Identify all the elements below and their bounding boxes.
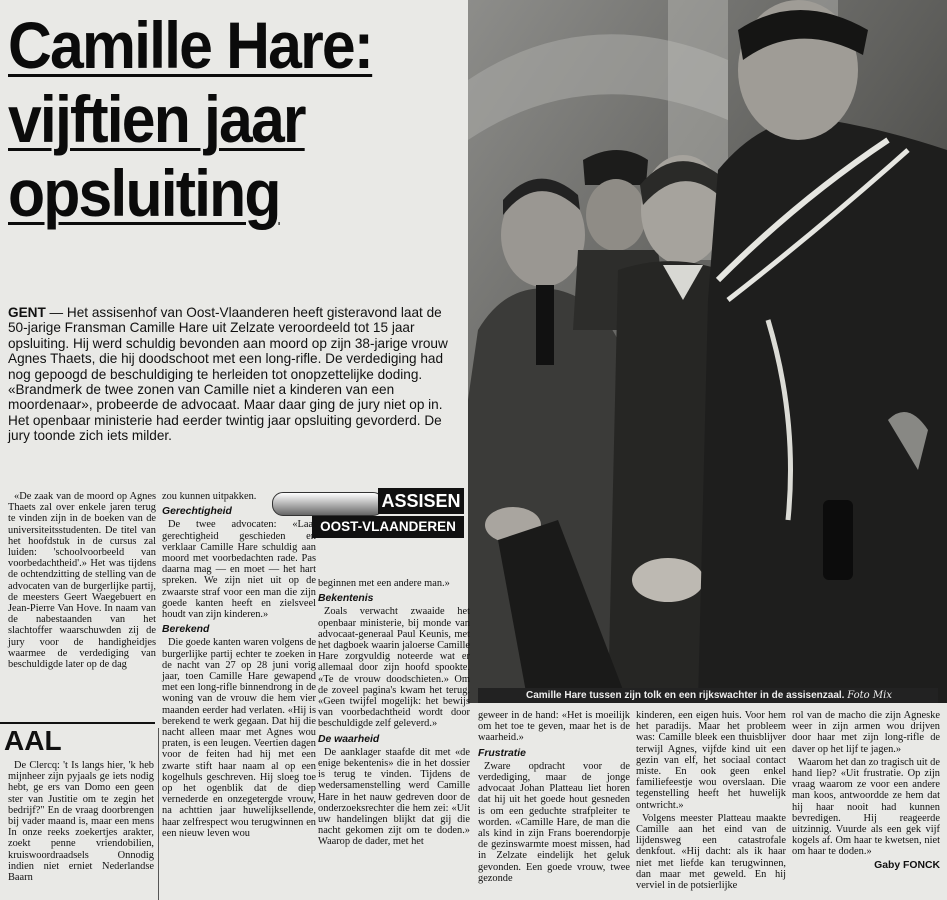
headline-line-3: opsluiting — [8, 156, 280, 230]
article-divider — [0, 722, 155, 724]
photo-illustration — [468, 0, 947, 703]
column-6-p1: rol van de macho die zijn Agneske weer in zijn armen wou drijven door haar met zijn long-rifle de daver op het lijf te jagen.» — [792, 710, 940, 755]
body-column-2 — [162, 491, 316, 841]
column-2-p2: Die goede kanten waren volgens de burgerlijke partij echter te zoeken in de nacht van 27 op 28 juni vorig jaar, toen Camille Hare gewapend met een long-rifle binnendrong in de woning van de vrouw die hem vier maanden eerder had verlaten. «Hij is berekend te werk gegaan. Dat hij die nacht alleen maar met Agnes wou praten, is een leugen. Veertien dagen voor de feiten had hij met een zwarte stift haar naam al op een kogelhuls geschreven. Hij sloeg toe op het ogenblik dat de diep vernederde en onzegetergde vrouw, na achttien jaar huwelijksellende, haar zelfrespect wou terugwinnen en een nieuw leven wou — [162, 637, 317, 839]
column-2-p1: De twee advocaten: «Laat gerechtigheid geschieden en verklaar Camille Hare schuldig aan moord met voorbedachten rade. Pas daarna mag — en moet — het hart spreken. We zijn niet uit op de zwaarste straf voor een man die zijn goede kanten heeft en zielsveel houdt van zijn kinderen.» — [162, 519, 316, 621]
dateline: GENT — [8, 305, 46, 320]
body-column-4 — [478, 710, 630, 886]
column-4-p2: Zware opdracht voor de verdediging, maar de jonge advocaat Johan Platteau liet horen dat hij uit het goede hout gesneden is om een geduchte strafpleiter te worden. «Camille Hare, de man die als kind in zijn Frans boerendorpje de gezinswarmte moest missen, had in Zelzate eindelijk het geluk gevonden. Een goede vrouw, twee gezonde — [478, 760, 630, 884]
author-signature: Gaby FONCK — [874, 859, 940, 871]
lead-p1-text: — Het assisenhof van Oost-Vlaanderen heeft gisteravond laat de 50-jarige Fransman Camille Hare uit Zelzate veroordeeld tot 15 jaar opsluiting. Hij werd schuldig bevonden aan moord op zijn 38-jarige vrouw Agnes Thaets, die hij doodschoot met een long-rifle. De verdediging had nog gepoogd de beschuldiging te herleiden tot onopzettelijke doding. — [8, 305, 448, 382]
column-5-p1: kinderen, een eigen huis. Voor hem het paradijs. Maar het probleem was: Camille bleek een thuisblijver terwijl Agnes, vijfde kind uit een gezin van elf, het sociaal contact miste. En ook geen enkel familiefeestje wou overslaan. Die tegenstelling heeft het huwelijk ontwricht.» — [636, 710, 786, 811]
column-3-intro: beginnen met een andere man.» — [318, 578, 450, 589]
body-column-6 — [792, 710, 940, 871]
column-1-text: «De zaak van de moord op Agnes Thaets zal over enkele jaren terug te vinden zijn in de boeken van de universiteitsstudenten. De titel van het hoofdstuk in de cursus zal luiden: 'schoolvoorbeeld van voorbedachtheid'.» Het was tijdens de ochtendzitting de stelling van de advocaten van de burgerlijke partij, de meesters Geert Waegebuert en Jean-Pierre Van Hove. In naam van de nabestaanden van het slachtoffer waarschuwden zij de jury voor de handigheidjes waarmee de verdediging van beschuldigde later op de dag — [8, 491, 156, 671]
subhead-frustratie: Frustratie — [478, 747, 526, 759]
body-column-3 — [318, 578, 470, 850]
second-article-column — [8, 760, 154, 885]
column-divider — [158, 728, 159, 900]
column-3-p2: De aanklager staafde dit met «de enige bekentenis» die in het dossier is terug te vinden. Tijdens de wedersamenstelling werd Camille Hare in het nauw gedreven door de onderzoeksrechter die hem zei: «Uit uw handelingen blijkt dat gij die nacht gekomen zijt om te doden.» Waarop de dader, met het — [318, 746, 470, 848]
subhead-bekentenis: Bekentenis — [318, 593, 374, 605]
subhead-gerechtigheid: Gerechtigheid — [162, 506, 232, 518]
courtroom-photo — [468, 0, 947, 703]
column-5-p2: Volgens meester Platteau maakte Camille aan het eind van de lijdensweg een catastrofale denkfout. «Hij dacht: als ik haar niet met liefde kan terugwinnen, dan maar met geweld. En hij verviel in de potsierlijke — [636, 812, 786, 892]
second-article-text: De Clercq: 't Is langs hier, 'k heb mijnheer zijn pyjaals ge iets nodig hebt, ge ers van Domo een geen ster van Justitie om te zegin het bedrijf?" En de vraag doorbrengen bij vader maand is, maar een mens In onze reeks zoekertjes arakter, zoekt penne vriendobilien, kruiswoordraadsels Onnodig indien niet erniet Nederlandse Baarn — [8, 760, 154, 884]
column-2-intro: zou kunnen uitpakken. — [162, 491, 257, 502]
body-column-5 — [636, 710, 786, 893]
column-4-p1: geweer in de hand: «Het is moeilijk om het toe te geven, maar het is de waarheid.» — [478, 710, 630, 744]
headline-line-2: vijftien jaar — [8, 82, 305, 156]
headline-line-1: Camille Hare: — [8, 8, 373, 82]
photo-credit: Foto Mix — [847, 690, 892, 701]
badge-label: ASSISEN — [378, 488, 464, 514]
lead-paragraph — [8, 305, 463, 444]
lead-p1 — [8, 305, 463, 382]
body-column-1 — [8, 491, 156, 672]
column-3-p1: Zoals verwacht zwaaide het openbaar ministerie, bij monde van advocaat-generaal Paul Keunis, met het dagboek waarin jaloerse Camille Hare zorgvuldig noteerde wat er allemaal door zijn hoofd spookte. «Te de vrouw doodschieten.» Om de zoveel pagina's kwam het terug. «Geen twijfel mogelijk: het bewijs van voorbedachtheid wordt door beschuldigde zelf geleverd.» — [318, 606, 470, 730]
photo-caption-text: Camille Hare tussen zijn tolk en een rijkswachter in de assisenzaal. — [526, 690, 845, 701]
subhead-de-waarheid: De waarheid — [318, 733, 380, 745]
photo-caption — [478, 688, 938, 703]
second-article-heading: AAL — [4, 725, 62, 756]
subhead-berekend: Berekend — [162, 624, 210, 636]
headline — [8, 8, 440, 230]
lead-p2: «Brandmerk de twee zonen van Camille niet a kinderen van een moordenaar», probeerde de advocaat. Maar daar ging de jury niet op in. Het openbaar ministerie had eerder twintig jaar opsluiting gevorderd. De jury toonde zich iets milder. — [8, 382, 443, 444]
column-6-p2: Waarom het dan zo tragisch uit de hand liep? «Uit frustratie. Op zijn vraag waarom ze voor een andere man koos, antwoordde ze hem dat hij haar nooit had kunnen bevredigen. Hij reageerde uitzinnig. Vuurde als een gek vijf kogels af. Om haar te kwetsen, niet om haar te doden.» — [792, 756, 940, 858]
badge-region: OOST-VLAANDEREN — [312, 516, 464, 538]
